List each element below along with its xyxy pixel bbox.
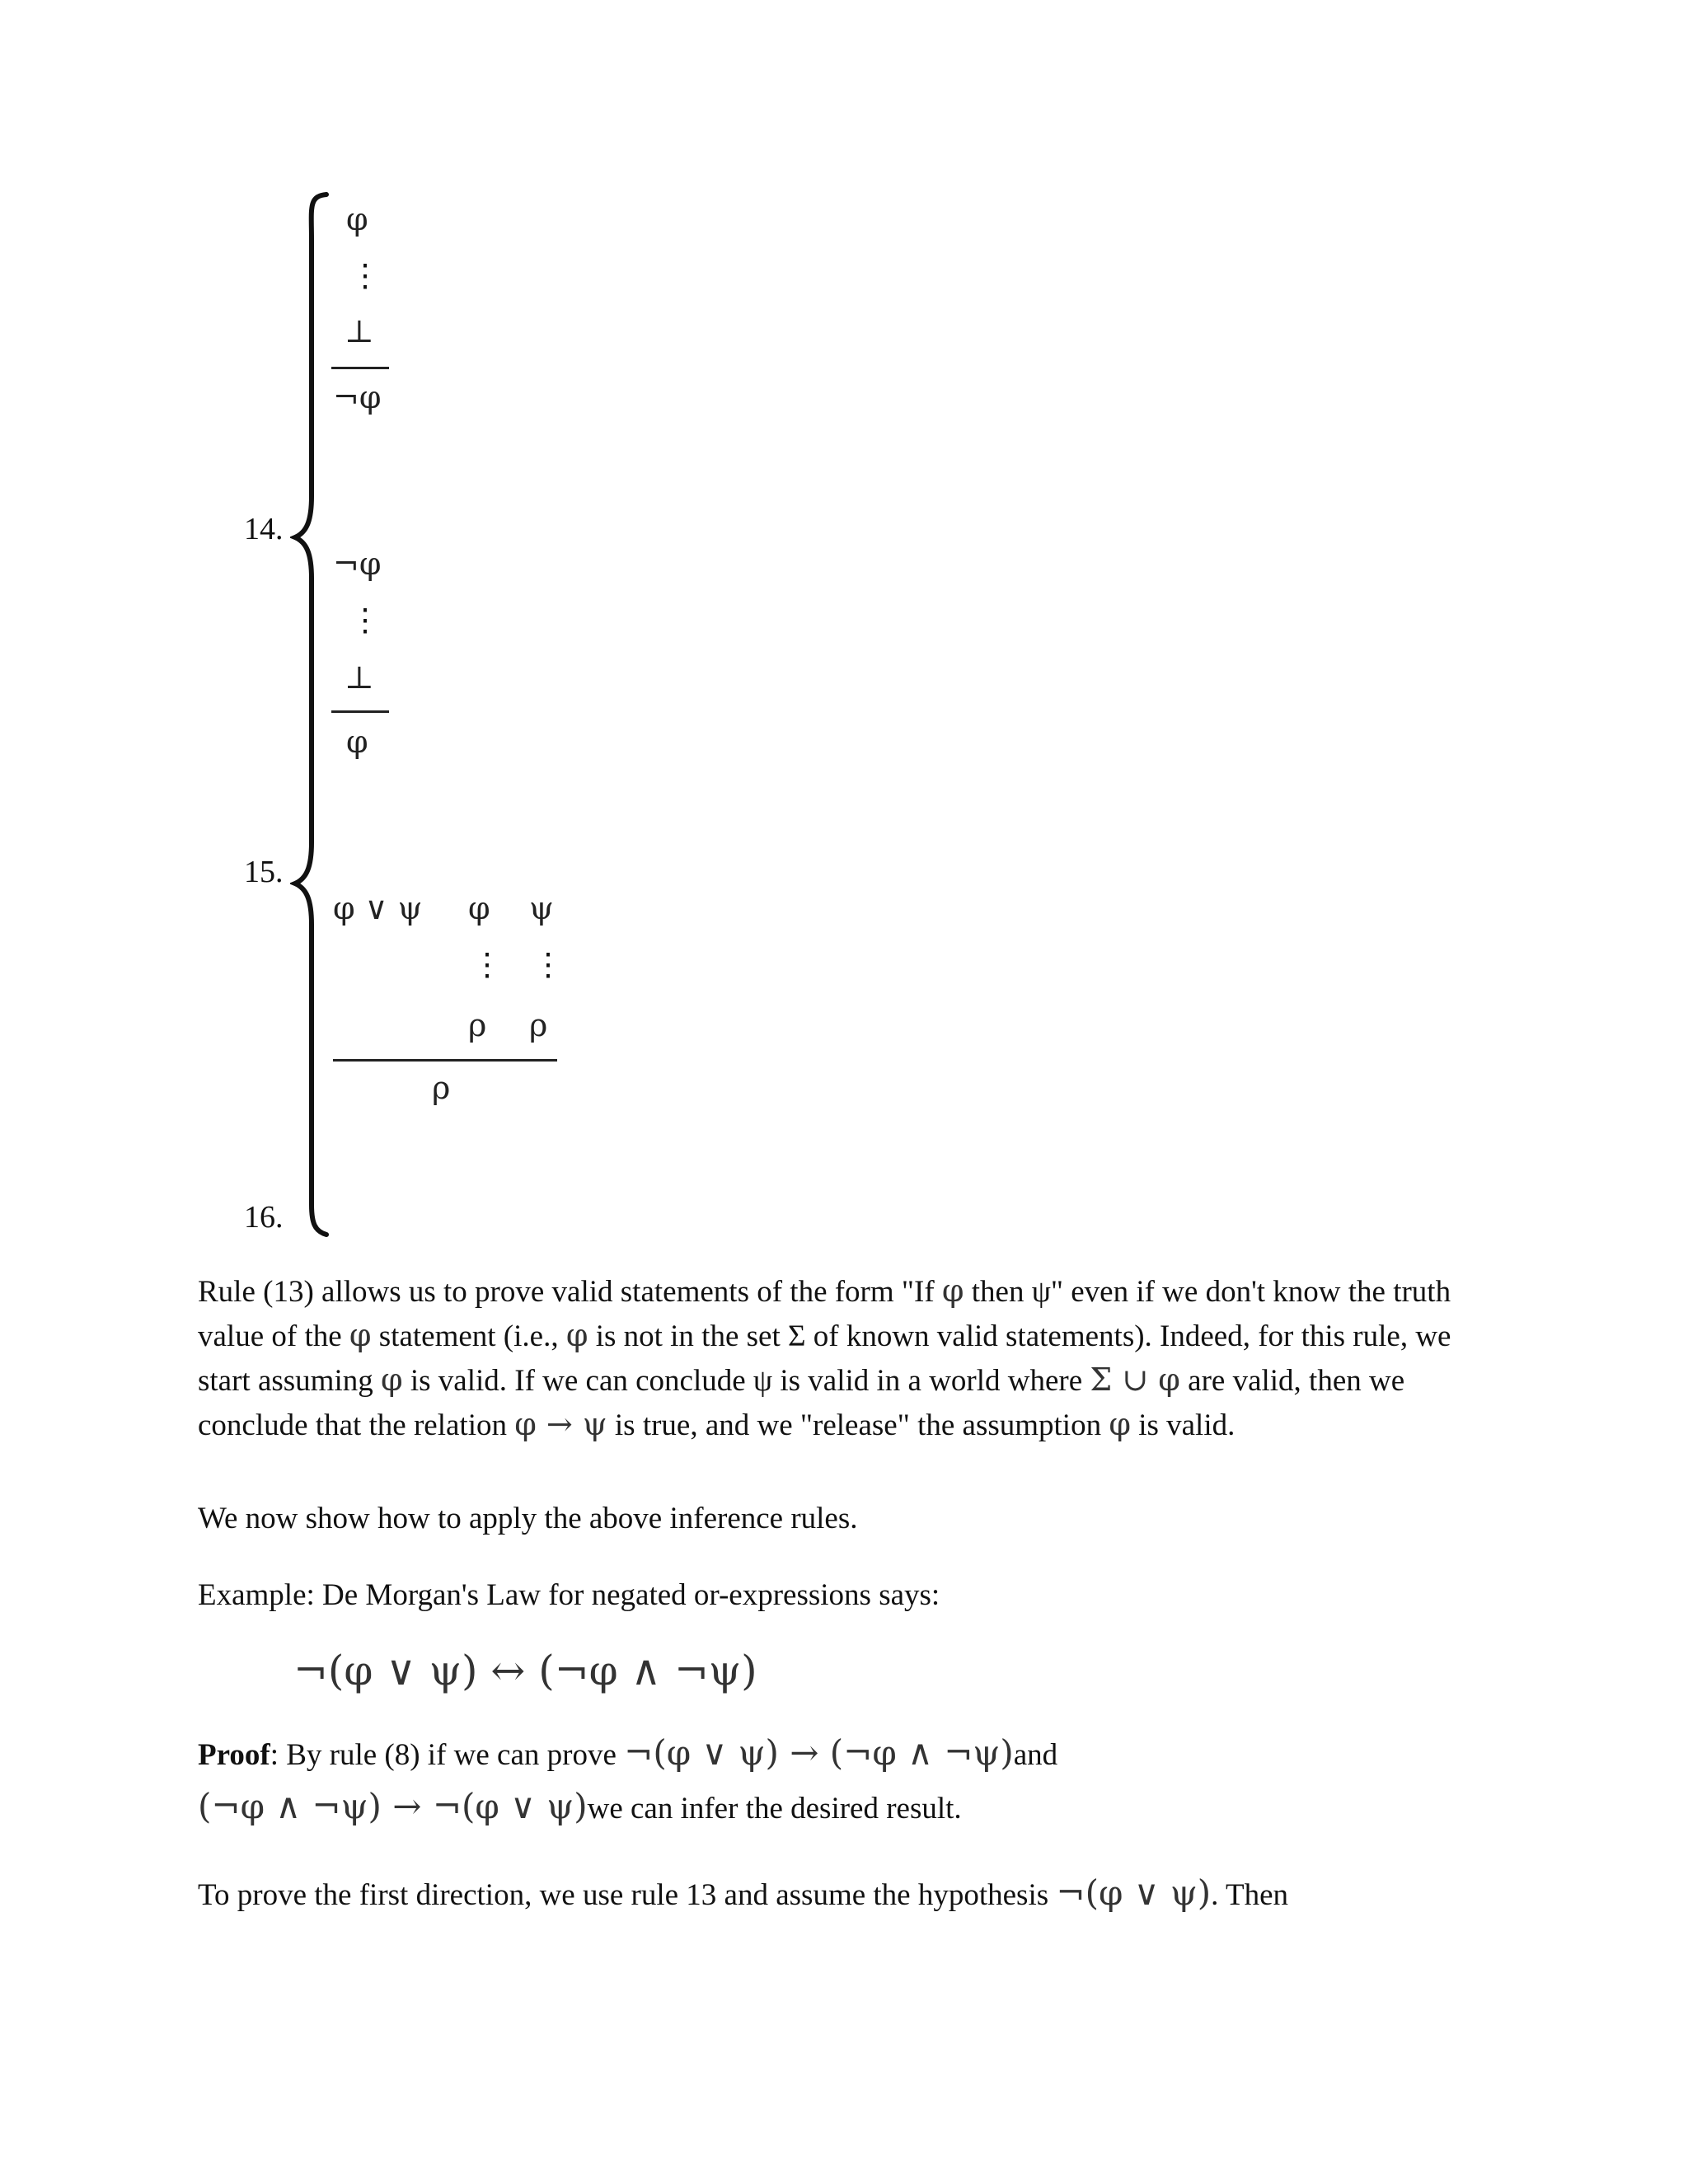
rule16-case-right: ψ	[529, 890, 554, 926]
p1-math-phi-1: φ	[941, 1272, 964, 1309]
brace-15	[295, 579, 312, 925]
paragraph-apply-rules: We now show how to apply the above inference rules.	[198, 1502, 858, 1535]
rule14-bottom: ⊥	[345, 313, 374, 349]
rule16-or-premise: φ ∨ ψ	[333, 890, 423, 926]
p5-text-2: . Then	[1211, 1878, 1288, 1912]
p1-math-implication: φ → ψ	[514, 1406, 607, 1442]
rule14-vdots: ⋮	[349, 257, 381, 293]
paragraph-rule13-explanation	[198, 1269, 1484, 1447]
p1-math-phi-4: φ	[380, 1361, 403, 1398]
rule15-vdots: ⋮	[349, 602, 381, 638]
paragraph-first-direction	[198, 1868, 1484, 1921]
p1-text-3: statement (i.e.,	[371, 1319, 566, 1353]
p1-math-phi-5: φ	[1109, 1406, 1131, 1442]
rule14-conclusion: ¬φ	[333, 379, 382, 415]
proof-text-1: : By rule (8) if we can prove	[270, 1738, 625, 1772]
rule16-conclusion: ρ	[432, 1070, 451, 1106]
p1-math-sigma-union-phi: Σ ∪ φ	[1090, 1361, 1180, 1398]
p1-text-4: is not in the set Σ of known valid statements). Indeed, for this rule, we start assuming	[198, 1319, 1451, 1398]
p1-text-8: is valid.	[1130, 1408, 1236, 1442]
rule16-case-left: φ	[468, 890, 490, 926]
rule15-assumption: ¬φ	[333, 546, 382, 582]
proof-math-backward: (¬φ ∧ ¬ψ) → ¬(φ ∨ ψ)	[198, 1786, 588, 1826]
brace-14	[295, 194, 326, 579]
rule-number-14: 14.	[244, 512, 284, 546]
rule16-case-left-end: ρ	[468, 1007, 487, 1043]
proof-text-and: and	[1013, 1738, 1058, 1772]
proof-label: Proof	[198, 1738, 270, 1772]
demorgan-formula: ¬(φ ∨ ψ) ↔ (¬φ ∧ ¬ψ)	[293, 1647, 757, 1694]
p1-text-6: are valid, then we conclude that the relation	[198, 1364, 1405, 1442]
rule15-conclusion: φ	[346, 724, 368, 760]
p1-text-2: then ψ" even if we don't know the truth value of the	[198, 1275, 1451, 1353]
p1-text-7: is true, and we "release" the assumption	[607, 1408, 1109, 1442]
p1-text-5: is valid. If we can conclude ψ is valid in a world where	[402, 1364, 1090, 1398]
proof-text-2: we can infer the desired result.	[587, 1792, 962, 1825]
rule16-vdots-left: ⋮	[471, 946, 503, 982]
proof-math-forward: ¬(φ ∨ ψ) → (¬φ ∧ ¬ψ)	[624, 1732, 1014, 1773]
rule15-inference-bar	[331, 710, 389, 713]
p5-math-hypothesis: ¬(φ ∨ ψ)	[1056, 1872, 1212, 1913]
rule-number-15: 15.	[244, 855, 284, 889]
rule16-vdots-right: ⋮	[532, 946, 564, 982]
rule15-bottom: ⊥	[345, 659, 374, 696]
rule-brace-group	[290, 191, 331, 1238]
rule16-case-right-end: ρ	[529, 1007, 548, 1043]
paragraph-proof	[198, 1727, 1484, 1835]
rule14-assumption: φ	[346, 201, 368, 237]
p1-math-phi-3: φ	[565, 1317, 588, 1353]
rule14-inference-bar	[331, 367, 389, 369]
rule16-inference-bar	[333, 1059, 557, 1062]
rule-number-16: 16.	[244, 1200, 284, 1235]
p5-text-1: To prove the first direction, we use rule 13 and assume the hypothesis	[198, 1878, 1057, 1912]
paragraph-example-demorgan: Example: De Morgan's Law for negated or-expressions says:	[198, 1578, 940, 1612]
p1-math-phi-2: φ	[349, 1317, 372, 1353]
p1-text-1: Rule (13) allows us to prove valid statements of the form "If	[198, 1275, 942, 1309]
brace-16	[312, 925, 326, 1235]
